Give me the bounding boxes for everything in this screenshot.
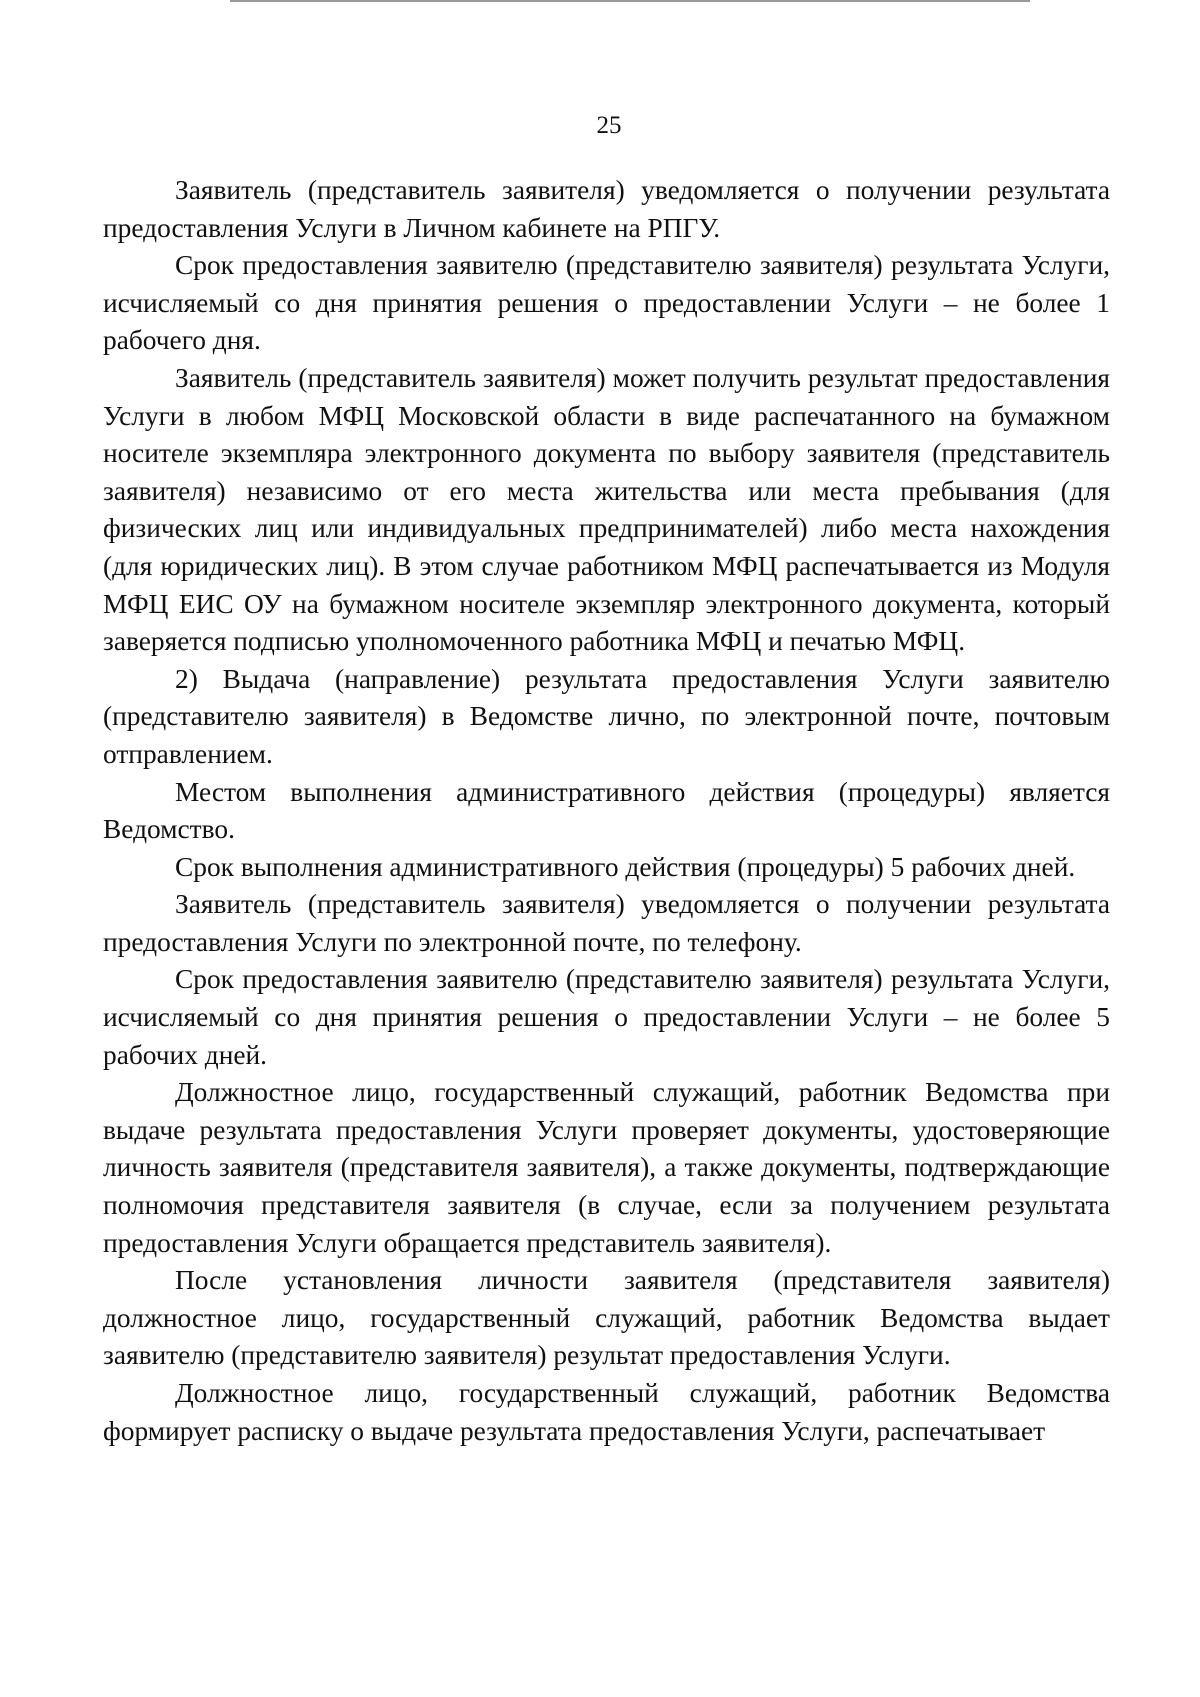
paragraph: Заявитель (представитель заявителя) может получить результат предоставления Услуги в любом МФЦ Московской области в виде распечатанного на бумажном носителе экземпляра электронного документа по выбору заявителя (представитель заявителя) независимо от его места жительства или места пребывания (для физических лиц или индивидуальных предпринимателей) либо места нахождения (для юридических лиц). В этом случае работником МФЦ распечатывается из Модуля МФЦ ЕИС ОУ на бумажном носителе экземпляр электронного документа, который заверяется подписью уполномоченного работника МФЦ и печатью МФЦ. <box>103 362 1110 657</box>
paragraph: Местом выполнения административного действия (процедуры) является Ведомство. <box>103 776 1110 845</box>
page-number: 25 <box>596 112 622 139</box>
document-body <box>103 172 1110 1450</box>
paragraph: Должностное лицо, государственный служащий, работник Ведомства при выдаче результата предоставления Услуги проверяет документы, удостоверяющие личность заявителя (представителя заявителя), а также документы, подтверждающие полномочия представителя заявителя (в случае, если за получением результата предоставления Услуги обращается представитель заявителя). <box>103 1077 1110 1258</box>
top-edge-rule <box>230 0 1030 2</box>
paragraph: 2) Выдача (направление) результата предоставления Услуги заявителю (представителю заявителя) в Ведомстве лично, по электронной почте, почтовым отправлением. <box>103 663 1110 769</box>
paragraph: Заявитель (представитель заявителя) уведомляется о получении результата предоставления Услуги в Личном кабинете на РПГУ. <box>103 175 1110 243</box>
paragraph: Должностное лицо, государственный служащий, работник Ведомства формирует расписку о выдаче результата предоставления Услуги, распечатывает <box>103 1378 1110 1446</box>
paragraph: Срок выполнения административного действия (процедуры) 5 рабочих дней. <box>175 851 1076 882</box>
paragraph: Срок предоставления заявителю (представителю заявителя) результата Услуги, исчисляемый со дня принятия решения о предоставлении Услуги – не более 5 рабочих дней. <box>103 964 1110 1070</box>
paragraph: Срок предоставления заявителю (представителю заявителя) результата Услуги, исчисляемый со дня принятия решения о предоставлении Услуги – не более 1 рабочего дня. <box>103 250 1110 356</box>
paragraph: Заявитель (представитель заявителя) уведомляется о получении результата предоставления Услуги по электронной почте, по телефону. <box>103 889 1110 957</box>
paragraph: После установления личности заявителя (представителя заявителя) должностное лицо, государственный служащий, работник Ведомства выдает заявителю (представителю заявителя) результат предоставления Услуги. <box>103 1265 1110 1371</box>
